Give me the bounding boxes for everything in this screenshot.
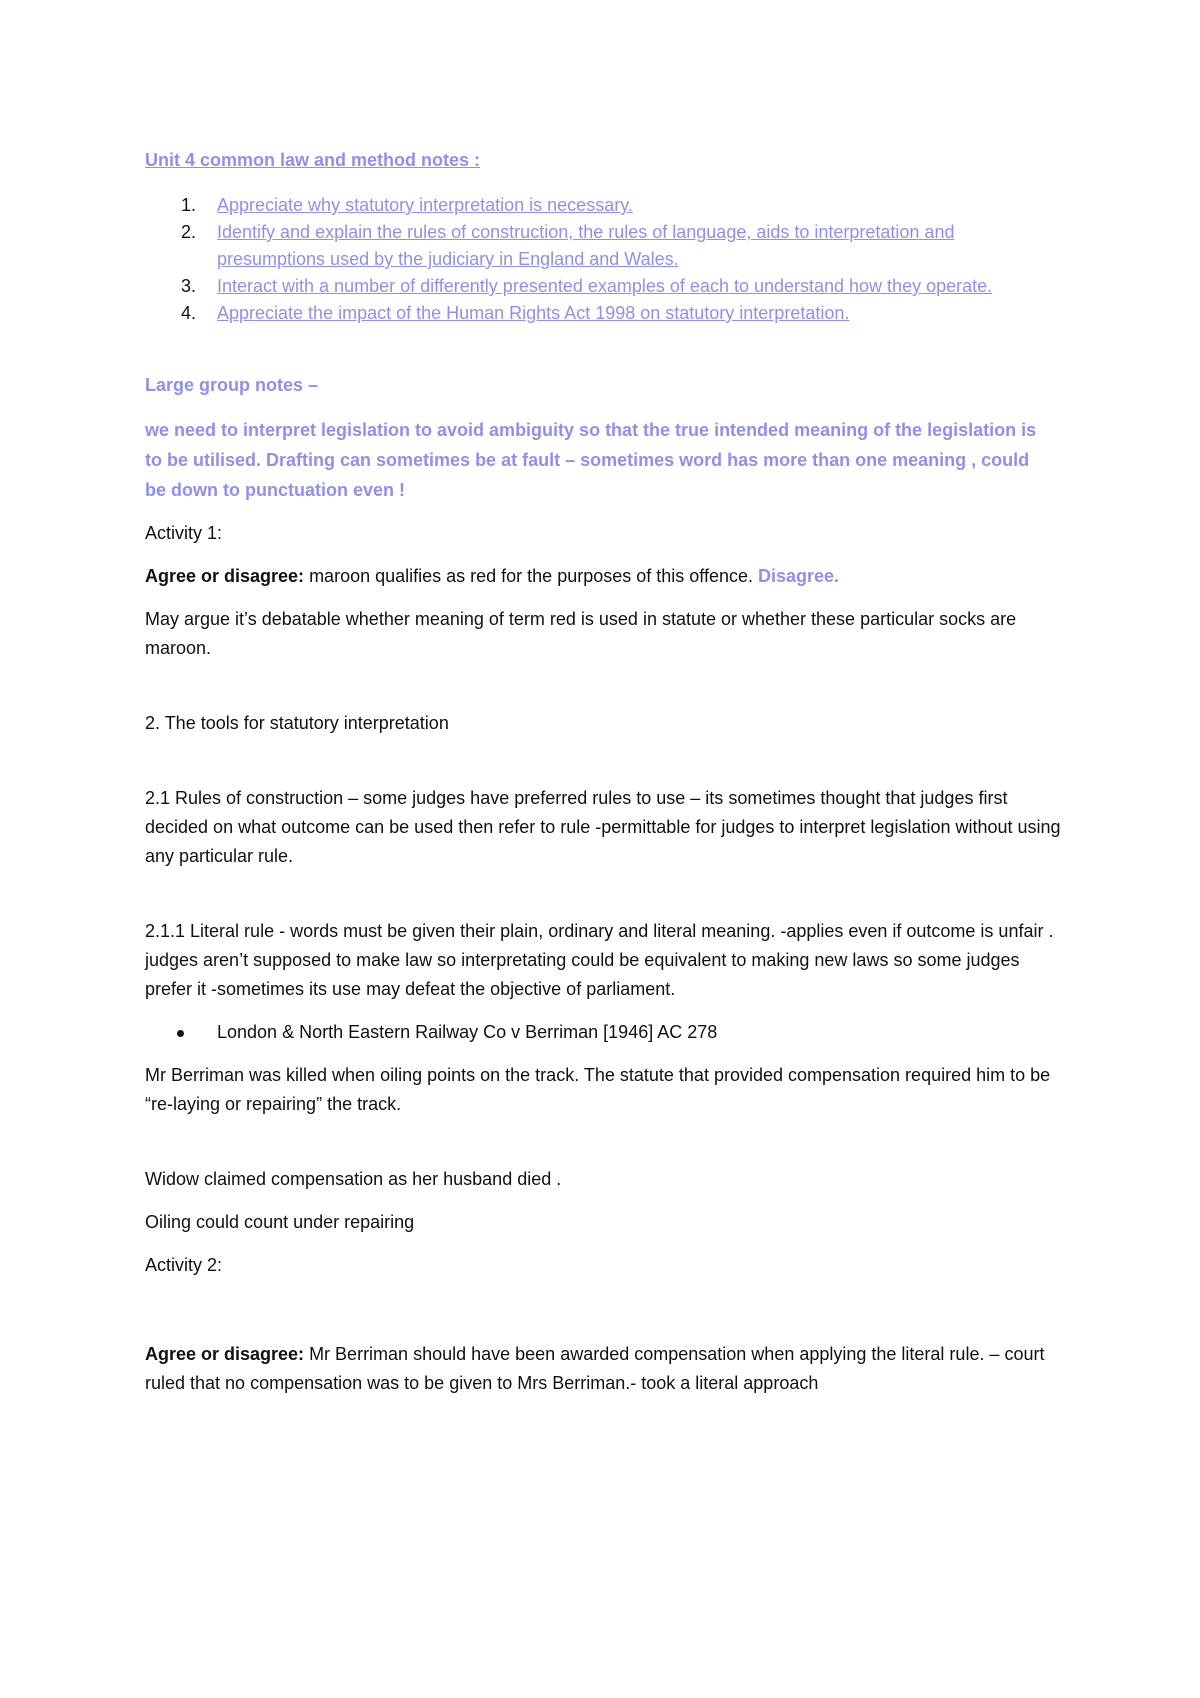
tools-title: 2. The tools for statutory interpretation xyxy=(145,713,449,733)
activity-1-title: Activity 1: xyxy=(145,523,223,543)
oiling-note: Oiling could count under repairing xyxy=(145,1212,415,1232)
list-number: 3. xyxy=(181,276,197,296)
activity-1-question xyxy=(145,562,1065,591)
activity-2-question xyxy=(145,1340,1065,1398)
agree-disagree-label: Agree or disagree: xyxy=(145,1344,305,1364)
activity-2-title: Activity 2: xyxy=(145,1255,223,1275)
list-item-text: Appreciate the impact of the Human Rights Act 1998 on statutory interpretation. xyxy=(217,303,850,323)
rules-of-construction: 2.1 Rules of construction – some judges have preferred rules to use – its sometimes thought that judges first decided on what outcome can be used then refer to rule -permittable for judges to interpret legislation without using any particular rule. xyxy=(145,788,1061,866)
large-group-text: we need to interpret legislation to avoid ambiguity so that the true intended meaning of the legislation is to be utilised. Drafting can sometimes be at fault – sometimes word has more than one meaning , could be down to punctuation even ! xyxy=(145,420,1037,500)
literal-rule: 2.1.1 Literal rule - words must be given their plain, ordinary and literal meaning. -applies even if outcome is unfair . judges aren’t supposed to make law so interpretating could be equivalent to making new laws so some judges prefer it -sometimes its use may defeat the objective of parliament. xyxy=(145,921,1054,999)
list-item xyxy=(181,300,1037,327)
list-number: 4. xyxy=(181,303,197,323)
list-item-text: Interact with a number of differently presented examples of each to understand how they operate. xyxy=(217,276,993,296)
question-text: maroon qualifies as red for the purposes of this offence. xyxy=(304,566,758,586)
objectives-list xyxy=(145,192,1060,327)
large-group-title: Large group notes – xyxy=(145,375,319,395)
answer-text: Disagree. xyxy=(758,566,840,586)
activity-1-note: May argue it’s debatable whether meaning of term red is used in statute or whether these particular socks are maroon. xyxy=(145,609,1017,658)
list-item-text: Identify and explain the rules of construction, the rules of language, aids to interpretation and presumptions used by the judiciary in England and Wales. xyxy=(217,222,955,269)
case-bullet xyxy=(217,1018,1057,1047)
list-number: 1. xyxy=(181,195,197,215)
list-item xyxy=(181,192,1037,219)
widow-claim: Widow claimed compensation as her husband died . xyxy=(145,1169,562,1189)
list-number: 2. xyxy=(181,222,197,242)
list-item-text: Appreciate why statutory interpretation is necessary. xyxy=(217,195,633,215)
list-item xyxy=(181,219,1037,273)
case-facts: Mr Berriman was killed when oiling points on the track. The statute that provided compensation required him to be “re-laying or repairing” the track. xyxy=(145,1065,1051,1114)
case-name: London & North Eastern Railway Co v Berriman [1946] AC 278 xyxy=(217,1022,718,1042)
bullet-icon xyxy=(177,1030,184,1037)
question-text: Mr Berriman should have been awarded compensation when applying the literal rule. – court ruled that no compensation was to be given to Mrs Berriman.- took a literal approach xyxy=(145,1344,1045,1393)
page-title: Unit 4 common law and method notes : xyxy=(145,150,481,170)
agree-disagree-label: Agree or disagree: xyxy=(145,566,305,586)
list-item xyxy=(181,273,1037,300)
